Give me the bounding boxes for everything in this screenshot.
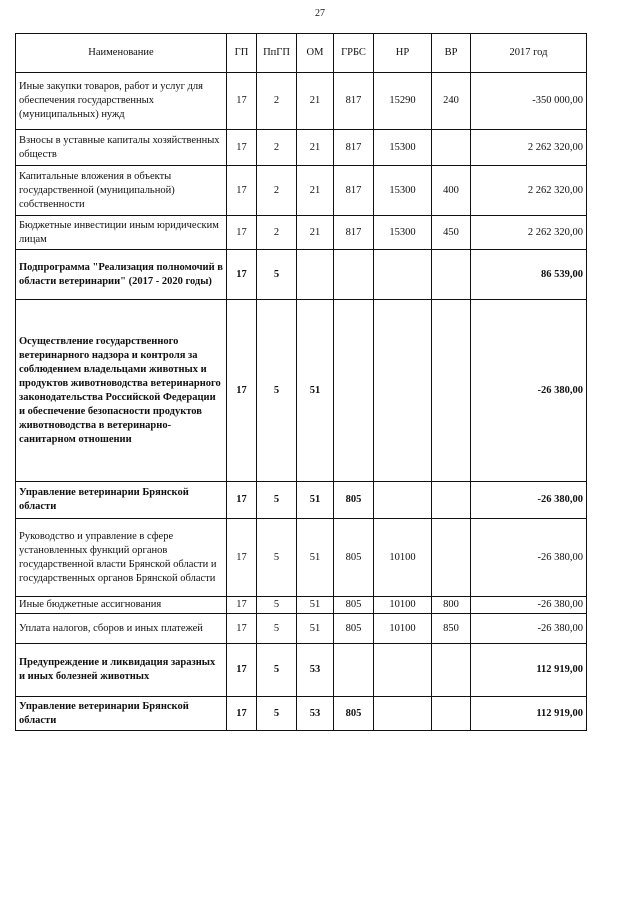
table-row bbox=[16, 597, 587, 614]
row-name: Руководство и управление в сфере установленных функций органов государственной власти Брянской области и государственных органов Брянской области bbox=[16, 519, 227, 597]
row-ppgp: 2 bbox=[257, 73, 297, 130]
row-vr bbox=[432, 300, 471, 482]
row-grbs: 805 bbox=[334, 614, 374, 644]
row-grbs: 817 bbox=[334, 73, 374, 130]
row-amount: 2 262 320,00 bbox=[471, 216, 587, 250]
row-name: Иные бюджетные ассигнования bbox=[16, 597, 227, 614]
table-row bbox=[16, 519, 587, 597]
row-gp: 17 bbox=[227, 644, 257, 697]
header-year: 2017 год bbox=[471, 34, 587, 73]
header-om: ОМ bbox=[297, 34, 334, 73]
page-number: 27 bbox=[315, 8, 325, 19]
header-grbs: ГРБС bbox=[334, 34, 374, 73]
row-grbs bbox=[334, 300, 374, 482]
row-gp: 17 bbox=[227, 300, 257, 482]
row-grbs bbox=[334, 250, 374, 300]
row-vr bbox=[432, 644, 471, 697]
row-name: Осуществление государственного ветеринарного надзора и контроля за соблюдением владельцами животных и продуктов животноводства ветеринарного законодательства Российской Федерации и обеспечение безопасности продуктов животноводства в ветеринарно-санитарном отношении bbox=[16, 300, 227, 482]
table-row bbox=[16, 644, 587, 697]
row-om: 51 bbox=[297, 519, 334, 597]
header-ppgp: ПпГП bbox=[257, 34, 297, 73]
row-name: Управление ветеринарии Брянской области bbox=[16, 697, 227, 731]
row-ppgp: 5 bbox=[257, 597, 297, 614]
row-nr: 15300 bbox=[374, 130, 432, 166]
row-om: 51 bbox=[297, 597, 334, 614]
row-nr: 15300 bbox=[374, 216, 432, 250]
table-row bbox=[16, 697, 587, 731]
row-gp: 17 bbox=[227, 697, 257, 731]
row-amount: 86 539,00 bbox=[471, 250, 587, 300]
row-ppgp: 5 bbox=[257, 697, 297, 731]
header-vr: ВР bbox=[432, 34, 471, 73]
row-ppgp: 5 bbox=[257, 250, 297, 300]
table-row bbox=[16, 166, 587, 216]
row-name: Уплата налогов, сборов и иных платежей bbox=[16, 614, 227, 644]
row-ppgp: 2 bbox=[257, 166, 297, 216]
row-amount: -26 380,00 bbox=[471, 614, 587, 644]
row-grbs: 805 bbox=[334, 519, 374, 597]
row-ppgp: 5 bbox=[257, 614, 297, 644]
table-row bbox=[16, 130, 587, 166]
row-name: Иные закупки товаров, работ и услуг для обеспечения государственных (муниципальных) нужд bbox=[16, 73, 227, 130]
row-name: Бюджетные инвестиции иным юридическим лицам bbox=[16, 216, 227, 250]
row-om: 21 bbox=[297, 73, 334, 130]
row-name: Капитальные вложения в объекты государственной (муниципальной) собственности bbox=[16, 166, 227, 216]
row-vr: 850 bbox=[432, 614, 471, 644]
row-om: 21 bbox=[297, 166, 334, 216]
row-nr bbox=[374, 644, 432, 697]
row-amount: 112 919,00 bbox=[471, 697, 587, 731]
row-gp: 17 bbox=[227, 597, 257, 614]
row-name: Подпрограмма "Реализация полномочий в области ветеринарии" (2017 - 2020 годы) bbox=[16, 250, 227, 300]
row-om: 21 bbox=[297, 130, 334, 166]
row-gp: 17 bbox=[227, 73, 257, 130]
row-grbs: 805 bbox=[334, 482, 374, 519]
row-vr: 450 bbox=[432, 216, 471, 250]
row-nr bbox=[374, 697, 432, 731]
row-nr: 10100 bbox=[374, 519, 432, 597]
row-vr bbox=[432, 482, 471, 519]
row-gp: 17 bbox=[227, 250, 257, 300]
table-row bbox=[16, 250, 587, 300]
header-gp: ГП bbox=[227, 34, 257, 73]
row-vr bbox=[432, 697, 471, 731]
row-amount: 2 262 320,00 bbox=[471, 166, 587, 216]
row-gp: 17 bbox=[227, 614, 257, 644]
row-amount: -26 380,00 bbox=[471, 597, 587, 614]
row-vr bbox=[432, 519, 471, 597]
table-row bbox=[16, 482, 587, 519]
row-om: 53 bbox=[297, 644, 334, 697]
row-vr bbox=[432, 250, 471, 300]
row-vr: 800 bbox=[432, 597, 471, 614]
row-om bbox=[297, 250, 334, 300]
row-amount: -26 380,00 bbox=[471, 519, 587, 597]
table-row bbox=[16, 216, 587, 250]
row-nr bbox=[374, 250, 432, 300]
row-gp: 17 bbox=[227, 216, 257, 250]
row-gp: 17 bbox=[227, 130, 257, 166]
row-nr: 10100 bbox=[374, 597, 432, 614]
row-amount: -350 000,00 bbox=[471, 73, 587, 130]
row-vr: 400 bbox=[432, 166, 471, 216]
row-om: 51 bbox=[297, 300, 334, 482]
row-ppgp: 2 bbox=[257, 130, 297, 166]
row-grbs bbox=[334, 644, 374, 697]
row-nr bbox=[374, 300, 432, 482]
row-vr: 240 bbox=[432, 73, 471, 130]
row-om: 21 bbox=[297, 216, 334, 250]
row-ppgp: 5 bbox=[257, 519, 297, 597]
row-om: 51 bbox=[297, 482, 334, 519]
header-nr: НР bbox=[374, 34, 432, 73]
row-grbs: 817 bbox=[334, 166, 374, 216]
row-name: Взносы в уставные капиталы хозяйственных обществ bbox=[16, 130, 227, 166]
header-name: Наименование bbox=[16, 34, 227, 73]
row-nr: 15290 bbox=[374, 73, 432, 130]
row-nr: 15300 bbox=[374, 166, 432, 216]
row-nr: 10100 bbox=[374, 614, 432, 644]
row-grbs: 805 bbox=[334, 597, 374, 614]
row-ppgp: 5 bbox=[257, 482, 297, 519]
row-name: Управление ветеринарии Брянской области bbox=[16, 482, 227, 519]
row-amount: 2 262 320,00 bbox=[471, 130, 587, 166]
row-grbs: 817 bbox=[334, 216, 374, 250]
row-amount: -26 380,00 bbox=[471, 482, 587, 519]
row-gp: 17 bbox=[227, 482, 257, 519]
budget-table bbox=[15, 33, 587, 731]
table-row bbox=[16, 73, 587, 130]
table-row bbox=[16, 614, 587, 644]
header-row bbox=[16, 34, 587, 73]
row-gp: 17 bbox=[227, 166, 257, 216]
row-amount: 112 919,00 bbox=[471, 644, 587, 697]
row-grbs: 805 bbox=[334, 697, 374, 731]
row-name: Предупреждение и ликвидация заразных и иных болезней животных bbox=[16, 644, 227, 697]
row-ppgp: 2 bbox=[257, 216, 297, 250]
row-nr bbox=[374, 482, 432, 519]
row-gp: 17 bbox=[227, 519, 257, 597]
row-amount: -26 380,00 bbox=[471, 300, 587, 482]
row-om: 51 bbox=[297, 614, 334, 644]
row-om: 53 bbox=[297, 697, 334, 731]
row-vr bbox=[432, 130, 471, 166]
row-ppgp: 5 bbox=[257, 644, 297, 697]
table-row bbox=[16, 300, 587, 482]
row-ppgp: 5 bbox=[257, 300, 297, 482]
row-grbs: 817 bbox=[334, 130, 374, 166]
